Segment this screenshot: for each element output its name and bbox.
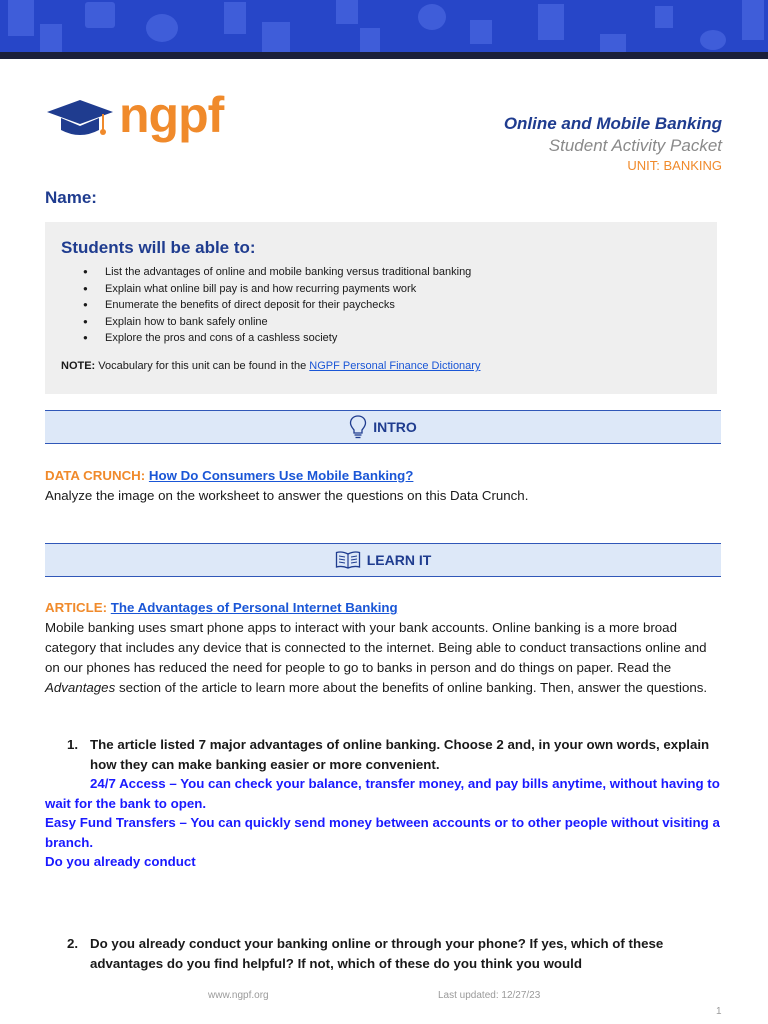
top-banner [0,0,768,52]
objectives-box [45,222,717,394]
objectives-heading: Students will be able to: [61,238,256,257]
document-subtitle: Student Activity Packet [548,136,722,155]
lightbulb-icon [349,414,367,440]
article-description [45,620,707,695]
unit-label: UNIT: BANKING [627,158,722,173]
question-number: 1. [67,737,79,752]
question-text: Do you already conduct your banking online or through your phone? If yes, which of these advantages do you find helpful? If not, which of these do you think you would [90,936,664,971]
footer-updated: Last updated: 12/27/23 [438,990,541,1001]
question-1-answer[interactable] [45,774,725,872]
article-text-italic: Advantages [45,680,116,695]
page-number: 1 [716,1006,722,1017]
article-activity [45,598,725,698]
objectives-list [83,264,703,347]
objective-item: ● Explain how to bank safely online [83,314,703,331]
intro-label: INTRO [373,419,417,435]
objective-item: ● Enumerate the benefits of direct deposit for their paychecks [83,297,703,314]
intro-section-header [45,410,721,444]
banner-bottom-stripe [0,52,768,59]
dictionary-link[interactable]: NGPF Personal Finance Dictionary [309,360,481,372]
document-title: Online and Mobile Banking [503,114,722,133]
objective-item: ● Explain what online bill pay is and how recurring payments work [83,281,703,298]
vocabulary-note [61,360,480,372]
answer-line: Easy Fund Transfers – You can quickly send money between accounts or to other people without visiting a branch. [45,815,720,850]
article-text-end: section of the article to learn more about the benefits of online banking. Then, answer the questions. [118,680,708,695]
answer-line: 24/7 Access – You can check your balance, transfer money, and pay bills anytime, without having to wait for the bank to open. [45,776,720,811]
document-header [504,114,722,173]
note-label: NOTE: [61,360,96,372]
question-1 [45,735,725,774]
note-text: Vocabulary for this unit can be found in the [98,360,307,372]
open-book-icon [335,550,361,570]
data-crunch-link[interactable]: How Do Consumers Use Mobile Banking? [148,468,414,483]
footer-website: www.ngpf.org [208,990,269,1001]
question-text: The article listed 7 major advantages of online banking. Choose 2 and, in your own words, explain how they can make banking easier or more convenient. [90,737,710,772]
learn-it-section-header [45,543,721,577]
data-crunch-label: DATA CRUNCH: [45,468,146,483]
objective-item: ● Explore the pros and cons of a cashless society [83,330,703,347]
data-crunch-description: Analyze the image on the worksheet to answer the questions on this Data Crunch. [45,488,529,503]
article-text-start: Mobile banking uses smart phone apps to interact with your bank accounts. Online banking is a more broad category that includes any device that is connected to the internet. Being able to conduct transactions online and on our phones has reduced the need for people to go to banks in person and do things on paper. Read the [45,620,707,675]
objective-item: ● List the advantages of online and mobile banking versus traditional banking [83,264,703,281]
name-label: Name: [45,188,97,207]
ngpf-logo [45,87,235,143]
graduation-cap-icon [45,96,115,142]
question-2 [45,934,725,973]
answer-line: Do you already conduct [45,854,196,869]
logo-text: ngpf [119,87,224,143]
learn-it-label: LEARN IT [366,552,432,568]
article-label: ARTICLE: [45,600,108,615]
data-crunch-activity [45,466,725,506]
article-link[interactable]: The Advantages of Personal Internet Banking [110,600,398,615]
question-number: 2. [67,936,79,951]
